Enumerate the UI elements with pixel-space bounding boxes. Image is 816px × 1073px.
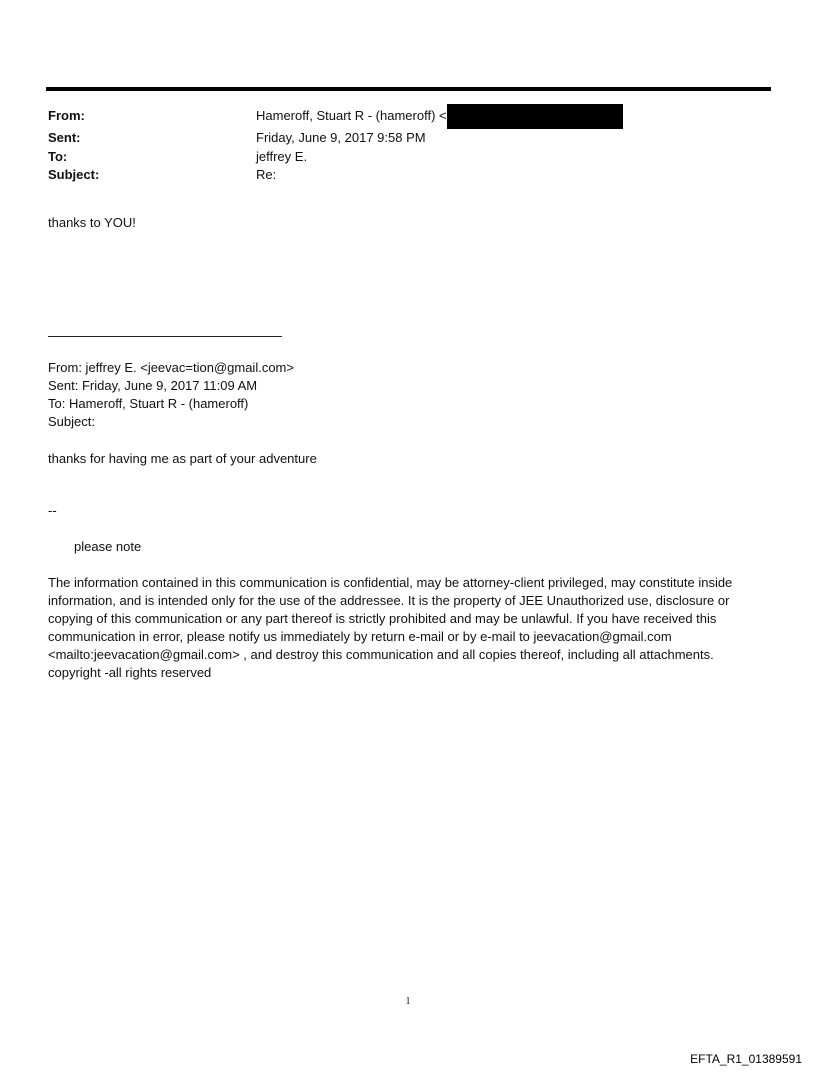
to-label: To:	[48, 148, 68, 164]
quoted-body: thanks for having me as part of your adventure	[48, 451, 317, 466]
quoted-subject: Subject:	[48, 414, 95, 429]
header-rule	[46, 87, 771, 91]
page-number: 1	[405, 996, 411, 1007]
quoted-header	[48, 359, 294, 431]
sent-row	[48, 129, 748, 148]
signature-dashes: --	[48, 503, 57, 518]
from-label: From:	[48, 108, 85, 123]
to-row	[48, 148, 748, 167]
confidentiality-disclaimer: The information contained in this communication is confidential, may be attorney-client privileged, may constitute inside information, and is intended only for the use of the addressee. It is the property of JEE Unauthorized use, disclosure or copying of this communication or any part thereof is strictly prohibited and may be unlawful. If you have received this communication in error, please notify us immediately by return e-mail or by e-mail to jeevacation@gmail.com <mailto:jeevacation@gmail.com> , and destroy this communication and all copies thereof, including all attachments. copyright -all rights reserved	[48, 575, 733, 680]
bates-number: EFTA_R1_01389591	[690, 1052, 802, 1066]
quoted-from: From: jeffrey E. <jeevac=tion@gmail.com>	[48, 360, 294, 375]
quoted-sent: Sent: Friday, June 9, 2017 11:09 AM	[48, 378, 258, 393]
redaction-block	[447, 104, 623, 129]
sent-value: Friday, June 9, 2017 9:58 PM	[256, 130, 426, 145]
from-value	[256, 107, 748, 129]
sent-label: Sent:	[48, 130, 81, 145]
from-row	[48, 107, 748, 129]
to-value: jeffrey E.	[256, 148, 308, 164]
subject-row	[48, 166, 748, 185]
email-header	[48, 107, 748, 185]
subject-label: Subject:	[48, 167, 100, 182]
quote-separator	[48, 336, 282, 337]
reply-body: thanks to YOU!	[48, 215, 136, 230]
from-sender: Hameroff, Stuart R - (hameroff) <	[256, 108, 447, 123]
subject-value: Re:	[256, 167, 277, 182]
please-note: please note	[74, 539, 142, 554]
quoted-to: To: Hameroff, Stuart R - (hameroff)	[48, 396, 249, 411]
